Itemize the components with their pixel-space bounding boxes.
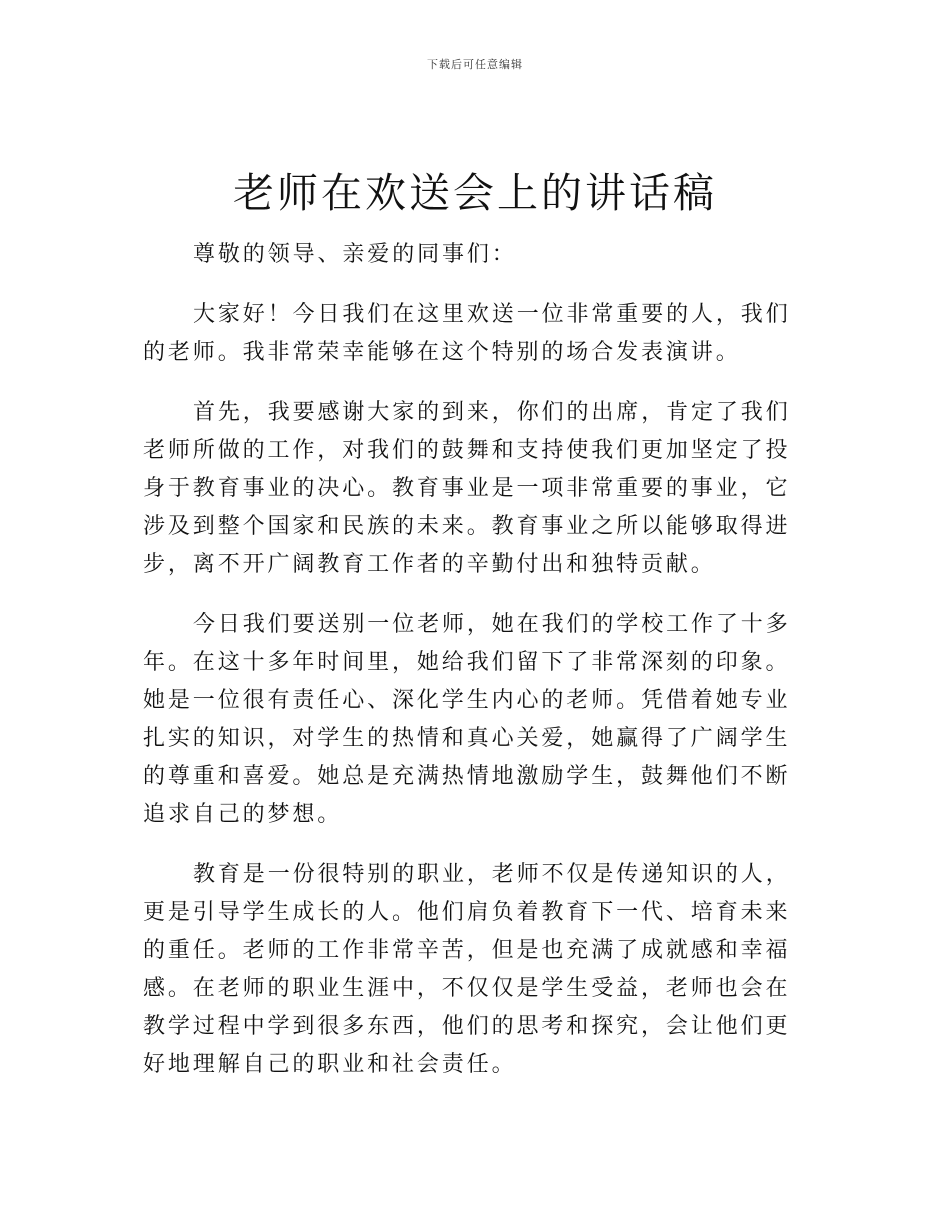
paragraph: 今日我们要送别一位老师，她在我们的学校工作了十多年。在这十多年时间里，她给我们留下了非常深刻的印象。她是一位很有责任心、深化学生内心的老师。凭借着她专业扎实的知识，对学生的热情和真心关爱，她赢得了广阔学生的尊重和喜爱。她总是充满热情地激励学生，鼓舞他们不断追求自己的梦想。 <box>143 612 791 827</box>
page-header-note: 下载后可任意编辑 <box>427 58 523 71</box>
paragraph: 大家好！今日我们在这里欢送一位非常重要的人，我们的老师。我非常荣幸能够在这个特别的场合发表演讲。 <box>143 302 791 365</box>
paragraph: 教育是一份很特别的职业，老师不仅是传递知识的人，更是引导学生成长的人。他们肩负着教育下一代、培育未来的重任。老师的工作非常辛苦，但是也充满了成就感和幸福感。在老师的职业生涯中，不仅仅是学生受益，老师也会在教学过程中学到很多东西，他们的思考和探究，会让他们更好地理解自己的职业和社会责任。 <box>143 862 791 1077</box>
document-title: 老师在欢送会上的讲话稿 <box>233 169 717 217</box>
document-body <box>143 236 811 1106</box>
salutation: 尊敬的领导、亲爱的同事们： <box>193 242 517 267</box>
paragraph: 首先，我要感谢大家的到来，你们的出席，肯定了我们老师所做的工作，对我们的鼓舞和支持使我们更加坚定了投身于教育事业的决心。教育事业是一项非常重要的事业，它涉及到整个国家和民族的未来。教育事业之所以能够取得进步，离不开广阔教育工作者的辛勤付出和独特贡献。 <box>143 400 791 577</box>
